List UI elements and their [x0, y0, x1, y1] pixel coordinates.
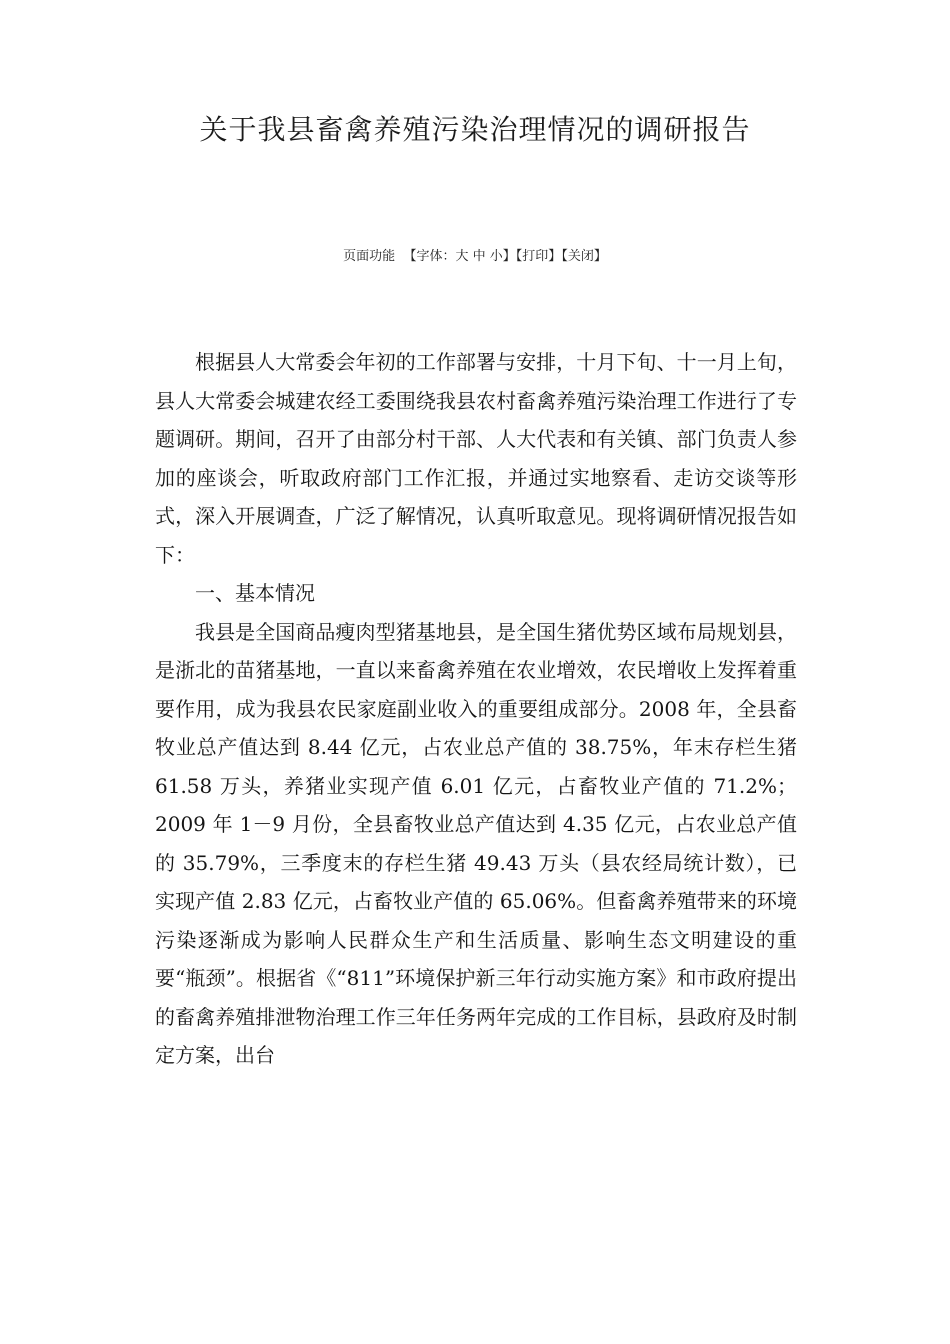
font-medium-link[interactable]: 中 [472, 249, 486, 264]
font-large-link[interactable]: 大 [455, 249, 469, 264]
font-size-close-bracket: 】 [502, 249, 516, 264]
section-heading-basic-situation: 一、基本情况 [195, 581, 315, 605]
intro-paragraph: 根据县人大常委会年初的工作部署与安排，十月下旬、十一月上旬，县人大常委会城建农经工委围绕我县农村畜禽养殖污染治理工作进行了专题调研。期间，召开了由部分村干部、人大代表和有关镇、部门负责人参加的座谈会，听取政府部门工作汇报，并通过实地察看、走访交谈等形式，深入开展调查，广泛了解情况，认真听取意见。现将调研情况报告如下： [155, 350, 797, 567]
page-function-toolbar [0, 245, 950, 264]
report-body [155, 343, 797, 1075]
document-title: 关于我县畜禽养殖污染治理情况的调研报告 [199, 113, 751, 146]
print-link[interactable]: 【打印】 [515, 249, 562, 264]
font-small-link[interactable]: 小 [489, 249, 503, 264]
page-function-label: 页面功能 [343, 249, 396, 264]
font-size-label: 【字体： [403, 249, 456, 264]
close-link[interactable]: 【关闭】 [561, 249, 607, 264]
basic-situation-paragraph: 我县是全国商品瘦肉型猪基地县，是全国生猪优势区域布局规划县，是浙北的苗猪基地，一直以来畜禽养殖在农业增效，农民增收上发挥着重要作用，成为我县农民家庭副业收入的重要组成部分。2008 年，全县畜牧业总产值达到 8.44 亿元，占农业总产值的 38.75%，年末存栏生猪 61.58 万头，养猪业实现产值 6.01 亿元，占畜牧业产值的 71.2%；2009 年 1－9 月份，全县畜牧业总产值达到 4.35 亿元，占农业总产值的 35.79%，三季度末的存栏生猪 49.43 万头（县农经局统计数），已实现产值 2.83 亿元，占畜牧业产值的 65.06%。但畜禽养殖带来的环境污染逐渐成为影响人民群众生产和生活质量、影响生态文明建设的重要“瓶颈”。根据省《“811”环境保护新三年行动实施方案》和市政府提出的畜禽养殖排泄物治理工作三年任务两年完成的工作目标，县政府及时制定方案，出台 [155, 619, 797, 1067]
